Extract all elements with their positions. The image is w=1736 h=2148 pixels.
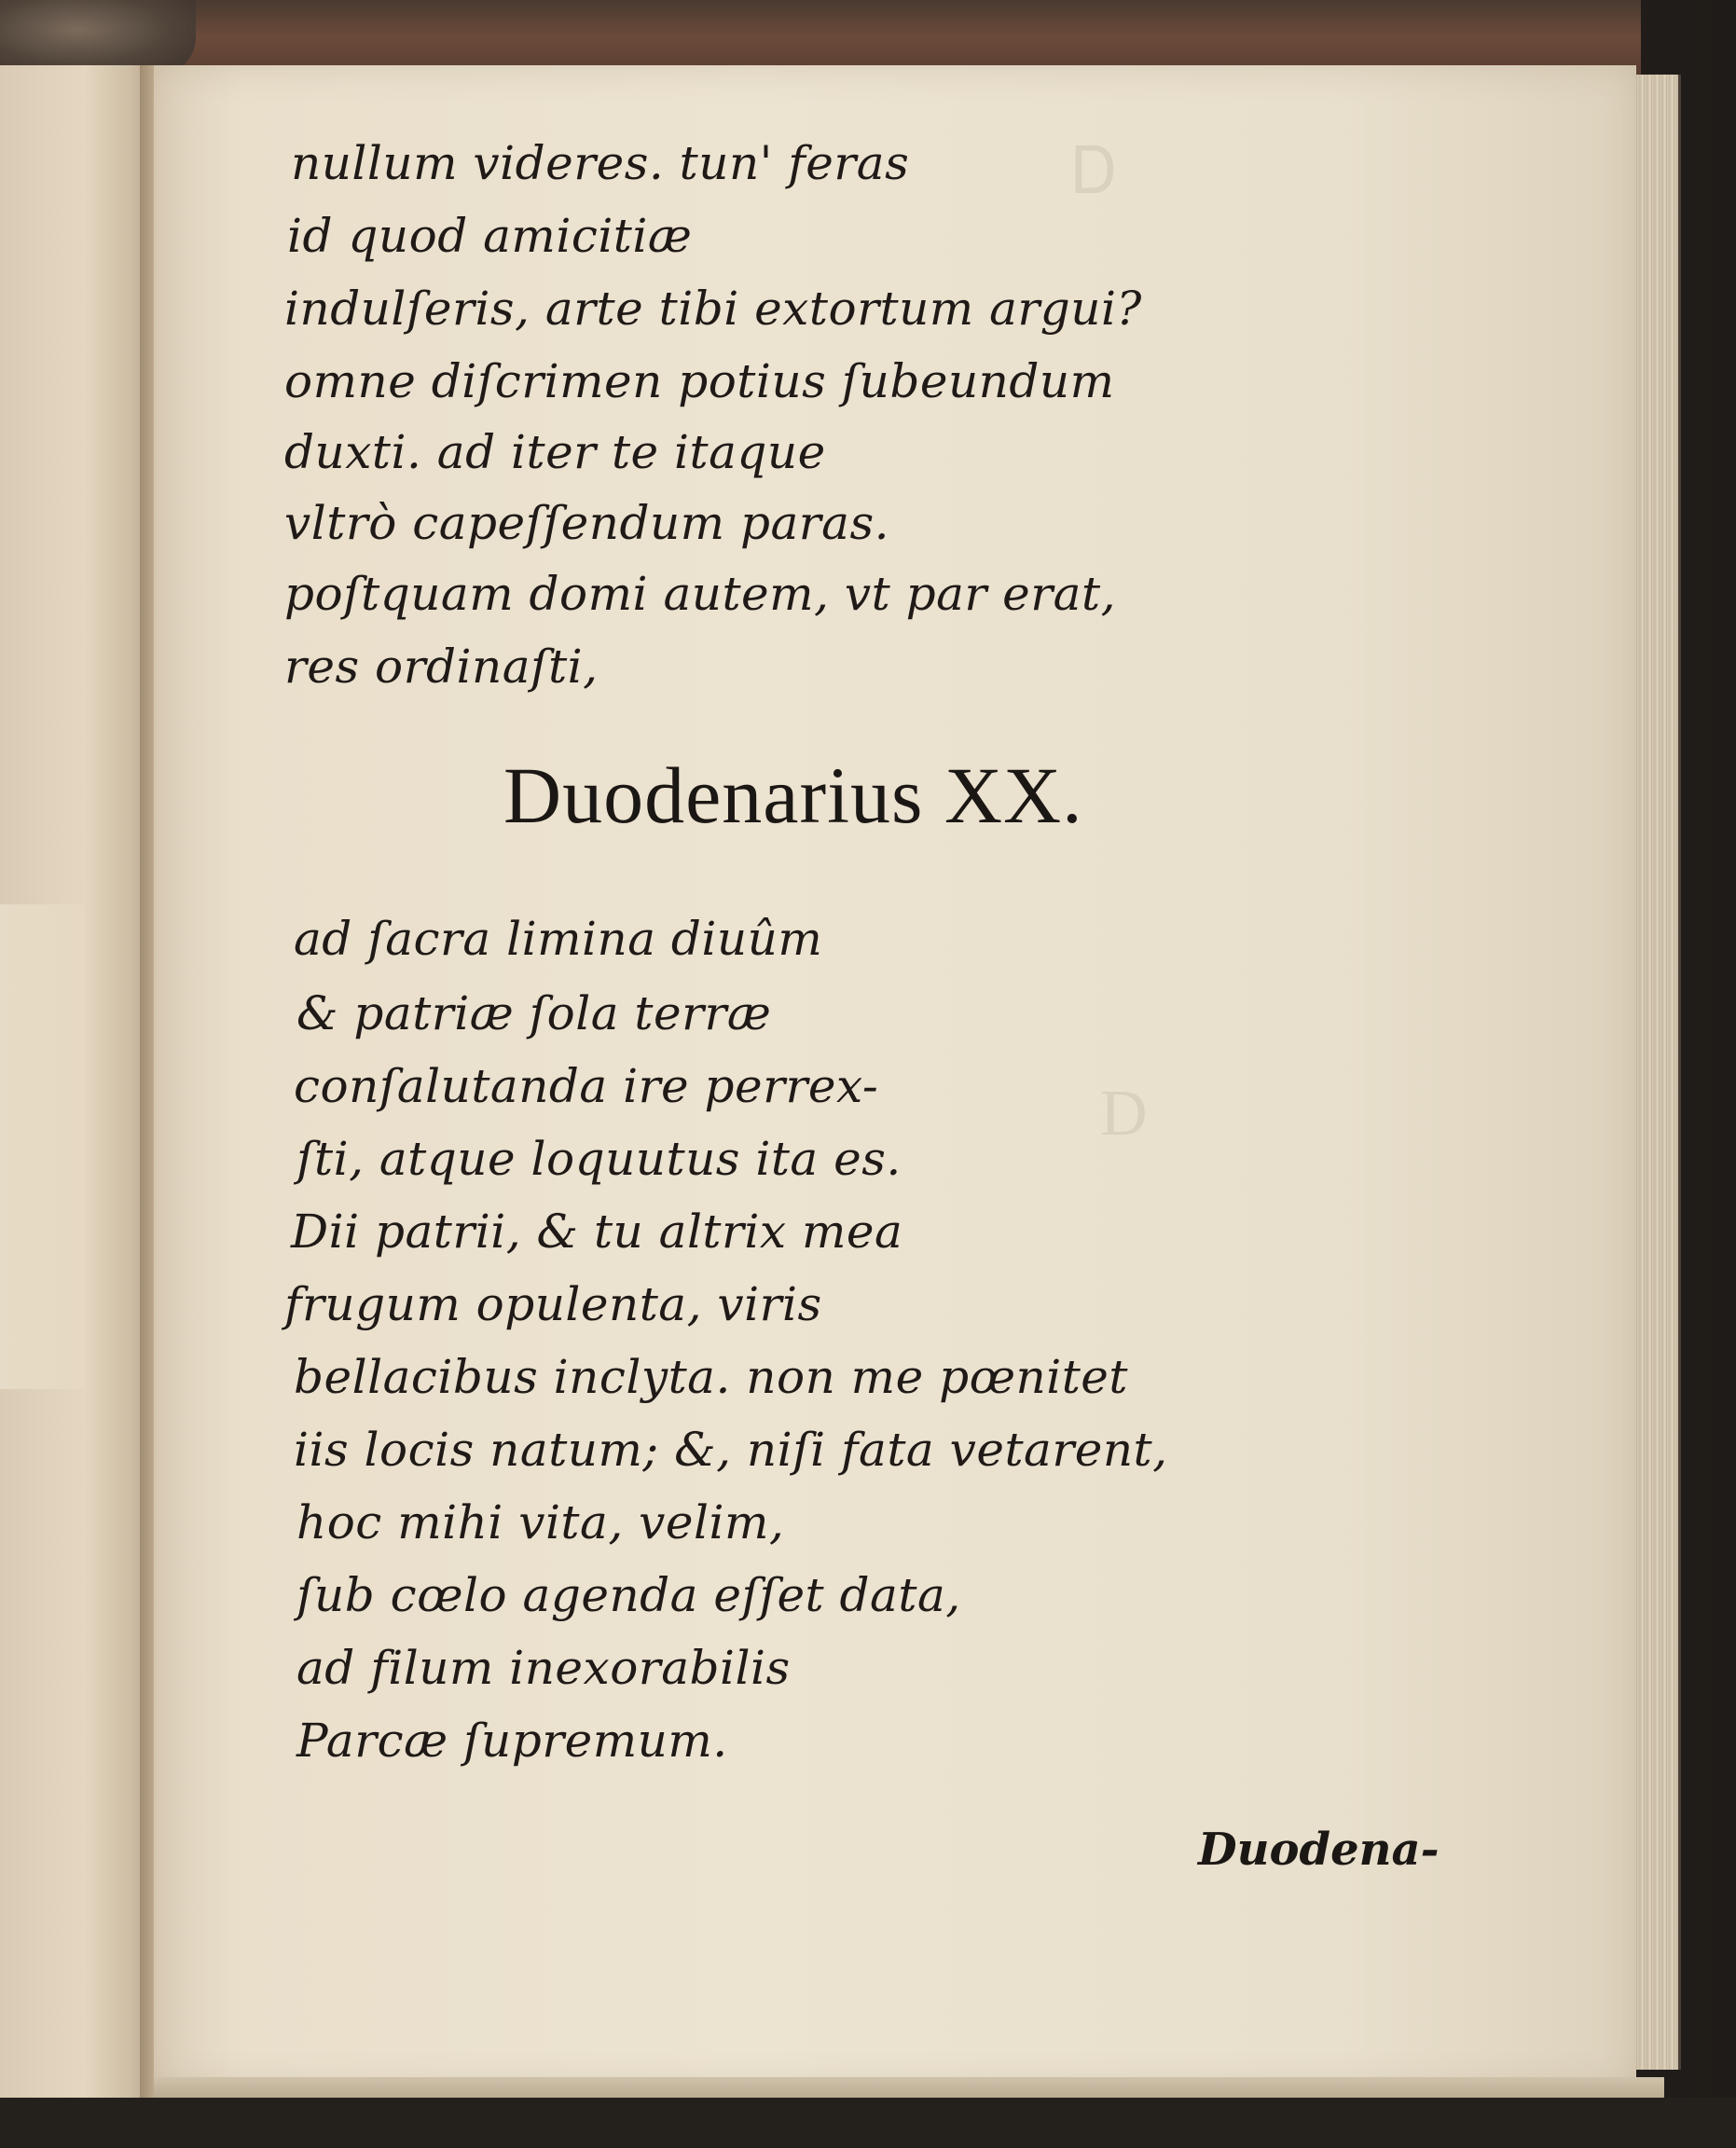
text-line: Dii patrii, & tu altrix mea <box>291 1205 903 1259</box>
text-line: bellacibus inclyta. non me pœnitet <box>294 1350 1128 1404</box>
text-line: ad filum inexorabilis <box>296 1641 791 1695</box>
text-line: vltrò capeſſendum paras. <box>284 496 890 550</box>
show-through-text: Ꭰ <box>1072 136 1117 208</box>
text-line: res ordinaſti, <box>284 640 599 694</box>
text-line: ad ſacra limina diuûm <box>294 912 823 966</box>
text-line: hoc mihi vita, velim, <box>296 1495 785 1549</box>
text-line: nullum videres. tun' feras <box>291 136 910 190</box>
text-line: omne diſcrimen potius ſubeundum <box>284 354 1115 408</box>
text-line: iis locis natum; &, niſi fata vetarent, <box>294 1423 1168 1477</box>
text-line: conſalutanda ire perrex- <box>294 1059 879 1113</box>
text-line: poſtquam domi autem, vt par erat, <box>284 567 1116 621</box>
text-line: id quod amicitiæ <box>287 209 693 263</box>
text-line: ſti, atque loquutus ita es. <box>296 1132 902 1186</box>
show-through-text: D <box>1100 1078 1148 1150</box>
catchword: Duodena- <box>1198 1824 1440 1876</box>
text-line: frugum opulenta, viris <box>284 1277 822 1331</box>
text-line: indulſeris, arte tibi extortum argui? <box>284 282 1142 336</box>
text-line: & patriæ ſola terræ <box>296 986 772 1040</box>
section-heading: Duodenarius XX. <box>503 750 1083 840</box>
text-line: ſub cœlo agenda eſſet data, <box>296 1568 961 1622</box>
text-line: duxti. ad iter te itaque <box>284 425 826 479</box>
text-line: Parcæ ſupremum. <box>296 1714 728 1768</box>
